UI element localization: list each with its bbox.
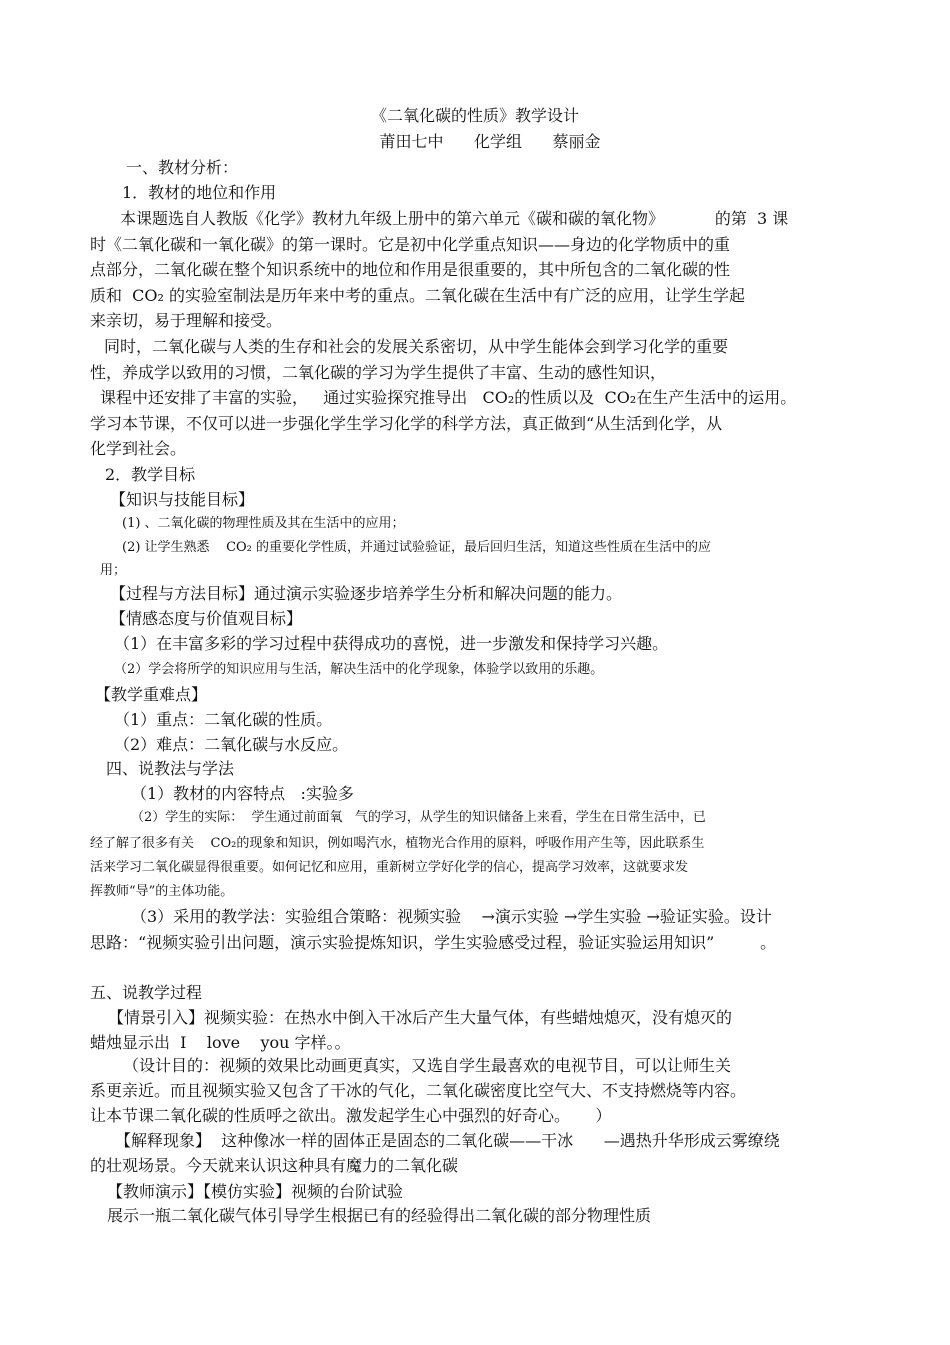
process-line: （设计目的：视频的效果比动画更真实，又选自学生最喜欢的电视节目，可以让师生关 — [123, 1056, 732, 1075]
paragraph-line: 本课题选自人教版《化学》教材九年级上册中的第六单元《碳和碳的氧化物》 的第 3 课 — [120, 209, 789, 228]
paragraph-line: 来亲切，易于理解和接受。 — [90, 311, 283, 330]
methods-item-line: （2）学生的实际： 学生通过前面氧 气的学习，从学生的知识储备上来看，学生在日常生活中，已 — [131, 810, 706, 825]
paragraph-line: 性，养成学以致用的习惯，二氧化碳的学习为学生提供了丰富、生动的感性知识， — [90, 363, 667, 382]
subsection-heading-goals: 2．教学目标 — [105, 465, 196, 484]
knowledge-goal-item: (1) 、二氧化碳的物理性质及其在生活中的应用； — [122, 516, 405, 531]
process-goal: 【过程与方法目标】通过演示实验逐步培养学生分析和解决问题的能力。 — [110, 584, 623, 603]
process-line: 【教师演示】【模仿实验】视频的台阶试验 — [107, 1182, 404, 1201]
process-line: 的壮观场景。今天就来认识这种具有魔力的二氧化碳 — [90, 1156, 459, 1175]
methods-item-line: 挥教师“导”的主体功能。 — [90, 884, 234, 899]
paragraph-line: 同时，二氧化碳与人类的生存和社会的发展关系密切，从中学生能体会到学习化学的重要 — [104, 337, 729, 356]
keypoint-item: （2）难点：二氧化碳与水反应。 — [114, 735, 349, 754]
subsection-heading-position: 1．教材的地位和作用 — [122, 183, 277, 202]
process-line: 展示一瓶二氧化碳气体引导学生根据已有的经验得出二氧化碳的部分物理性质 — [107, 1206, 652, 1225]
document-title: 《二氧化碳的性质》教学设计 — [370, 106, 579, 125]
paragraph-line: 时《二氧化碳和一氧化碳》的第一课时。它是初中化学重点知识——身边的化学物质中的重 — [90, 235, 731, 254]
process-line: 【情景引入】视频实验：在热水中倒入干冰后产生大量气体，有些蜡烛熄灭，没有熄灭的 — [108, 1008, 733, 1027]
methods-item-line: 活来学习二氧化碳显得很重要。如何记忆和应用，重新树立学好化学的信心，提高学习效率，这就要求发 — [90, 860, 689, 875]
methods-item-line: 经了解了很多有关 CO₂的现象和知识，例如喝汽水，植物光合作用的原料，呼吸作用产生等，因此联系生 — [90, 836, 705, 851]
emotion-goal-item: （2）学会将所学的知识应用与生活，解决生活中的化学现象，体验学以致用的乐趣。 — [114, 662, 604, 677]
paragraph-line: 质和 CO₂ 的实验室制法是历年来中考的重点。二氧化碳在生活中有广泛的应用，让学生学起 — [90, 286, 746, 305]
keypoint-item: （1）重点：二氧化碳的性质。 — [114, 710, 333, 729]
methods-item-line: 思路：“视频实验引出问题，演示实验提炼知识，学生实验感受过程，验证实验运用知识” 。 — [90, 933, 777, 952]
process-line: 让本节课二氧化碳的性质呼之欲出。激发起学生心中强烈的好奇心。 ） — [90, 1106, 612, 1125]
process-line: 蜡烛显示出 I love you 字样。。 — [90, 1033, 351, 1052]
paragraph-line: 课程中还安排了丰富的实验， 通过实验探究推导出 CO₂的性质以及 CO₂在生产生活中的运用。 — [100, 388, 797, 407]
section-heading-process: 五、说教学过程 — [90, 983, 203, 1002]
paragraph-line: 化学到社会。 — [90, 439, 187, 458]
knowledge-goal-item-cont: 用； — [100, 563, 127, 578]
section-heading-methods: 四、说教法与学法 — [106, 759, 235, 778]
methods-item-line: （3）采用的教学法：实验组合策略：视频实验 →演示实验 →学生实验 →验证实验。设计 — [131, 907, 772, 926]
methods-item: （1）教材的内容特点 :实验多 — [131, 784, 354, 803]
knowledge-goal-heading: 【知识与技能目标】 — [110, 490, 255, 509]
emotion-goal-item: （1）在丰富多彩的学习过程中获得成功的喜悦，进一步激发和保持学习兴趣。 — [114, 634, 669, 653]
keypoints-heading: 【教学重难点】 — [95, 685, 208, 704]
paragraph-line: 学习本节课，不仅可以进一步强化学生学习化学的科学方法，真正做到“从生活到化学，从 — [90, 414, 723, 433]
process-line: 系更亲近。而且视频实验又包含了干冰的气化，二氧化碳密度比空气大、不支持燃烧等内容。 — [90, 1081, 747, 1100]
section-heading-analysis: 一、教材分析： — [126, 158, 239, 177]
emotion-goal-heading: 【情感态度与价值观目标】 — [110, 609, 303, 628]
knowledge-goal-item: (2) 让学生熟悉 CO₂ 的重要化学性质，并通过试验验证，最后回归生活，知道这些性质在生活中的应 — [122, 540, 712, 555]
paragraph-line: 点部分，二氧化碳在整个知识系统中的地位和作用是很重要的，其中所包含的二氧化碳的性 — [90, 260, 731, 279]
process-line: 【解释现象】 这种像冰一样的固体正是固态的二氧化碳——干冰 —遇热升华形成云雾缭绕 — [115, 1131, 780, 1150]
document-byline: 莆田七中 化学组 蔡丽金 — [379, 132, 601, 151]
